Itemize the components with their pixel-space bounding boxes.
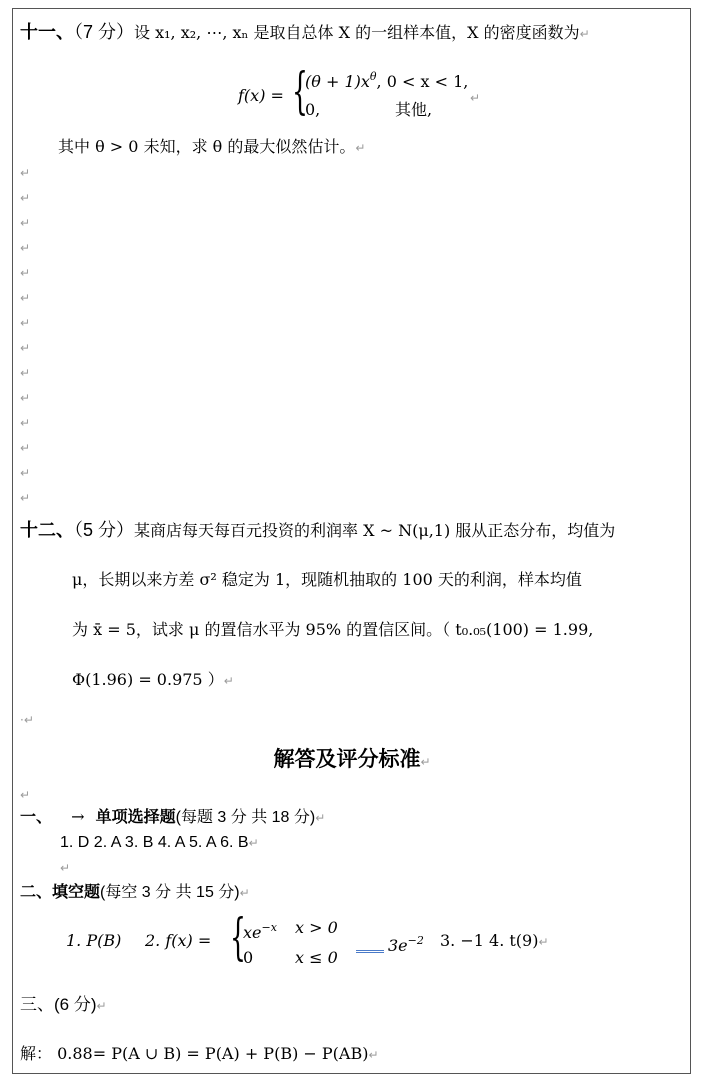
paragraph-mark: ↵ bbox=[223, 674, 234, 688]
s1-title: 单项选择题 bbox=[95, 807, 176, 826]
s2-note: (每空 3 分 共 15 分) bbox=[100, 884, 240, 901]
q12-number: 十二、 bbox=[20, 520, 74, 541]
q11-brace: { bbox=[292, 62, 308, 120]
q11-case2-cond: 其他, bbox=[395, 100, 433, 119]
s2-case1-sup: −x bbox=[261, 921, 277, 934]
paragraph-mark: ↵ bbox=[20, 366, 31, 380]
paragraph-mark: ↵ bbox=[248, 836, 259, 850]
paragraph-mark: ↵ bbox=[20, 241, 31, 255]
answer-s1-answers bbox=[60, 833, 259, 853]
q12-line4 bbox=[72, 670, 234, 691]
s2-number: 二、 bbox=[20, 882, 53, 901]
s1-number: 一、 bbox=[20, 807, 53, 826]
q12-line3: 为 x̄ = 5，试求 μ 的置信水平为 95% 的置信区间。（ t₀.₀₅(100) = 1.99, bbox=[72, 620, 594, 639]
q11-score: （7 分） bbox=[74, 22, 135, 42]
q12-text4: Φ(1.96) = 0.975 ） bbox=[72, 670, 224, 689]
paragraph-mark: ↵ bbox=[315, 811, 326, 825]
q11-case1-sup: θ bbox=[369, 70, 377, 83]
answer-title bbox=[0, 743, 704, 773]
s2-brace: { bbox=[230, 908, 246, 966]
q11-text3: 其中 θ > 0 未知，求 θ 的最大似然估计。 bbox=[58, 137, 356, 156]
s1-answers-text: 1. D 2. A 3. B 4. A 5. A 6. B bbox=[60, 834, 249, 851]
q11-case2 bbox=[305, 100, 320, 120]
paragraph-mark: ↵ bbox=[20, 316, 31, 330]
answer-s3-heading bbox=[20, 995, 107, 1016]
q12-text1: 某商店每天每百元投资的利润率 X ~ N(μ,1) 服从正态分布，均值为 bbox=[134, 521, 616, 540]
paragraph-mark: ↵ bbox=[20, 466, 31, 480]
answer-s1-heading bbox=[20, 807, 325, 828]
s2-case1-cond: x > 0 bbox=[295, 918, 338, 937]
s2-rest2 bbox=[440, 931, 549, 952]
s3-heading-text: 三、(6 分) bbox=[20, 995, 97, 1014]
q11-case1 bbox=[305, 67, 468, 92]
s1-arrow: → bbox=[71, 807, 85, 826]
paragraph-mark: ↵ bbox=[20, 166, 31, 180]
paragraph-mark: ↵ bbox=[420, 755, 431, 769]
s2-rest-sup: −2 bbox=[407, 934, 424, 947]
s2-rest bbox=[388, 931, 424, 956]
q12-score: （5 分） bbox=[74, 520, 135, 540]
q12-line1 bbox=[20, 520, 615, 541]
paragraph-mark: ↵ bbox=[538, 935, 549, 949]
q11-line3 bbox=[58, 137, 365, 158]
paragraph-mark: ↵ bbox=[20, 788, 31, 802]
paragraph-mark: ↵ bbox=[60, 861, 71, 875]
q12-line2: μ，长期以来方差 σ² 稳定为 1，现随机抽取的 100 天的利润，样本均值 bbox=[72, 570, 582, 589]
q11-line1 bbox=[20, 22, 590, 44]
s2-case1 bbox=[243, 918, 277, 943]
s2-case2-cond: x ≤ 0 bbox=[295, 948, 338, 967]
paragraph-mark: ↵ bbox=[368, 1048, 379, 1062]
q11-f-lhs: f(x) = bbox=[238, 86, 284, 105]
paragraph-mark: ↵ bbox=[20, 341, 31, 355]
paragraph-mark: ↵ bbox=[20, 441, 31, 455]
paragraph-mark: ↵ bbox=[20, 416, 31, 430]
solution-text: 解： 0.88= P(A ∪ B) = P(A) + P(B) − P(AB) bbox=[20, 1044, 369, 1063]
paragraph-mark: ↵ bbox=[239, 886, 250, 900]
q11-text1: 设 x₁, x₂, ⋯, xₙ 是取自总体 X 的一组样本值，X 的密度函数为 bbox=[134, 23, 580, 42]
paragraph-mark: ↵ bbox=[20, 191, 31, 205]
q11-case1-cond: , 0 < x < 1, bbox=[376, 72, 469, 91]
paragraph-mark: ↵ bbox=[355, 141, 366, 155]
s2-item2: 2. f(x) = bbox=[145, 931, 212, 950]
paragraph-mark: ↵ bbox=[20, 266, 31, 280]
s2-title: 填空题 bbox=[52, 882, 101, 901]
q11-number: 十一、 bbox=[20, 22, 74, 43]
s2-item1: 1. P(B) bbox=[66, 931, 122, 950]
grammar-underline bbox=[356, 950, 384, 953]
paragraph-mark: ↵ bbox=[20, 391, 31, 405]
s2-case1-expr: xe bbox=[243, 923, 262, 942]
answer-s2-heading bbox=[20, 882, 250, 903]
paragraph-mark: ↵ bbox=[470, 91, 481, 105]
answer-solution bbox=[20, 1044, 379, 1065]
dot-paragraph-mark: ·↵ bbox=[20, 713, 34, 727]
q11-case1-expr: (θ + 1)x bbox=[305, 72, 370, 91]
paragraph-mark: ↵ bbox=[20, 491, 31, 505]
page-frame bbox=[12, 8, 691, 1074]
s2-rest-expr: 3e bbox=[388, 936, 408, 955]
paragraph-mark: ↵ bbox=[579, 27, 590, 41]
paragraph-mark: ↵ bbox=[20, 216, 31, 230]
answer-title-text: 解答及评分标准 bbox=[273, 747, 421, 771]
paragraph-mark: ↵ bbox=[20, 291, 31, 305]
paragraph-mark: ↵ bbox=[96, 999, 107, 1013]
s2-rest2-text: 3. −1 4. t(9) bbox=[440, 931, 539, 950]
s2-case2: 0 bbox=[243, 948, 254, 967]
s1-note: (每题 3 分 共 18 分) bbox=[175, 809, 316, 826]
q11-case2-expr: 0, bbox=[305, 100, 321, 119]
